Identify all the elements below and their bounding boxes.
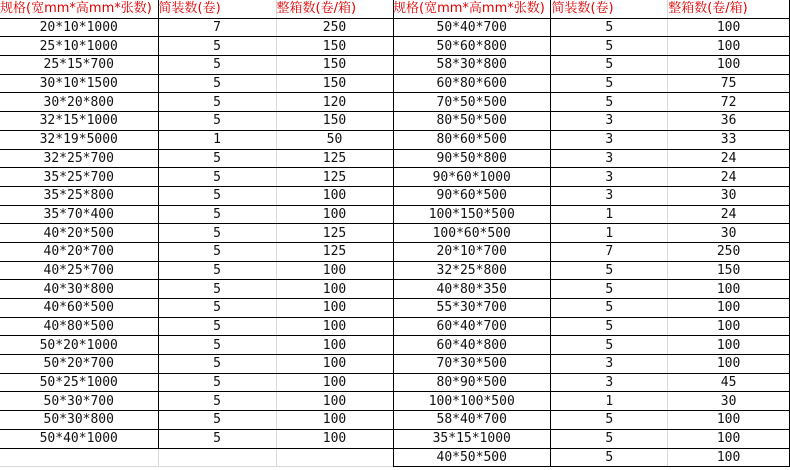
box-count-header[interactable]: 整箱数(卷/箱)	[668, 0, 790, 18]
table-row	[393, 224, 790, 243]
table-row	[0, 355, 393, 374]
box-count-cell[interactable]: 100	[668, 18, 790, 37]
tube-count-cell[interactable]: 7	[158, 18, 276, 37]
tube-count-header[interactable]: 简装数(卷)	[158, 0, 276, 18]
box-count-cell[interactable]: 100	[668, 355, 790, 374]
box-count-cell[interactable]: 100	[668, 429, 790, 448]
tube-count-cell[interactable]: 5	[551, 37, 668, 56]
empty-row	[0, 448, 393, 467]
table-row	[393, 429, 790, 448]
spec-cell[interactable]: 35*25*700	[0, 168, 158, 187]
table-row	[0, 411, 393, 430]
tube-count-cell[interactable]: 5	[158, 186, 276, 205]
box-count-cell[interactable]: 100	[668, 299, 790, 318]
box-count-cell[interactable]: 150	[276, 56, 393, 75]
spec-cell[interactable]: 60*40*800	[393, 336, 551, 355]
spec-cell[interactable]: 50*30*800	[0, 411, 158, 430]
spec-cell[interactable]: 40*30*800	[0, 280, 158, 299]
tube-count-cell[interactable]: 5	[158, 112, 276, 131]
tube-count-cell[interactable]: 5	[158, 280, 276, 299]
header-row	[0, 0, 393, 18]
spec-cell[interactable]: 90*60*500	[393, 186, 551, 205]
box-count-cell[interactable]: 150	[276, 74, 393, 93]
table-row	[0, 93, 393, 112]
table-row	[393, 448, 790, 467]
tube-count-cell[interactable]: 5	[158, 429, 276, 448]
empty-cell[interactable]	[276, 448, 393, 467]
box-count-cell[interactable]: 72	[668, 93, 790, 112]
table-row	[0, 242, 393, 261]
box-count-cell[interactable]: 100	[276, 373, 393, 392]
spec-cell[interactable]: 60*40*700	[393, 317, 551, 336]
tube-count-cell[interactable]: 3	[551, 149, 668, 168]
table-row	[393, 112, 790, 131]
box-count-cell[interactable]: 100	[276, 392, 393, 411]
box-count-cell[interactable]: 125	[276, 242, 393, 261]
tube-count-cell[interactable]: 5	[158, 411, 276, 430]
table-row	[0, 299, 393, 318]
spec-cell[interactable]: 35*15*1000	[393, 429, 551, 448]
spec-cell[interactable]: 20*10*700	[393, 242, 551, 261]
tube-count-cell[interactable]: 5	[158, 392, 276, 411]
spec-cell[interactable]: 32*25*800	[393, 261, 551, 280]
table-row	[393, 299, 790, 318]
table-row	[0, 261, 393, 280]
spec-cell[interactable]: 40*25*700	[0, 261, 158, 280]
tube-count-cell[interactable]: 5	[158, 74, 276, 93]
table-row	[393, 186, 790, 205]
tube-count-cell[interactable]: 5	[551, 429, 668, 448]
box-count-cell[interactable]: 30	[668, 186, 790, 205]
spec-cell[interactable]: 100*60*500	[393, 224, 551, 243]
spec-cell[interactable]: 30*10*1500	[0, 74, 158, 93]
spec-cell[interactable]: 90*50*800	[393, 149, 551, 168]
box-count-cell[interactable]: 100	[276, 299, 393, 318]
box-count-cell[interactable]: 100	[276, 411, 393, 430]
box-count-cell[interactable]: 150	[276, 37, 393, 56]
left-spec-table	[0, 0, 394, 467]
tube-count-cell[interactable]: 5	[158, 224, 276, 243]
table-row	[0, 429, 393, 448]
table-row	[0, 280, 393, 299]
spec-cell[interactable]: 70*30*500	[393, 355, 551, 374]
box-count-cell[interactable]: 125	[276, 224, 393, 243]
tube-count-cell[interactable]: 5	[158, 261, 276, 280]
spec-cell[interactable]: 25*15*700	[0, 56, 158, 75]
table-row	[393, 205, 790, 224]
table-row	[393, 56, 790, 75]
spec-cell[interactable]: 32*19*5000	[0, 130, 158, 149]
table-row	[0, 149, 393, 168]
table-row	[393, 168, 790, 187]
box-count-cell[interactable]: 30	[668, 392, 790, 411]
box-count-cell[interactable]: 75	[668, 74, 790, 93]
tube-count-cell[interactable]: 5	[551, 317, 668, 336]
box-count-cell[interactable]: 100	[668, 448, 790, 467]
box-count-cell[interactable]: 100	[276, 355, 393, 374]
tube-count-cell[interactable]: 5	[551, 336, 668, 355]
table-row	[393, 373, 790, 392]
table-row	[393, 336, 790, 355]
spec-cell[interactable]: 40*60*500	[0, 299, 158, 318]
box-count-cell[interactable]: 250	[668, 242, 790, 261]
spec-cell[interactable]: 40*80*350	[393, 280, 551, 299]
box-count-cell[interactable]: 36	[668, 112, 790, 131]
spec-cell[interactable]: 100*150*500	[393, 205, 551, 224]
table-row	[0, 205, 393, 224]
spec-cell[interactable]: 25*10*1000	[0, 37, 158, 56]
tube-count-cell[interactable]: 5	[158, 242, 276, 261]
spec-cell[interactable]: 70*50*500	[393, 93, 551, 112]
box-count-cell[interactable]: 100	[276, 205, 393, 224]
box-count-header[interactable]: 整箱数(卷/箱)	[276, 0, 393, 18]
tube-count-cell[interactable]: 5	[551, 280, 668, 299]
spec-cell[interactable]: 50*60*800	[393, 37, 551, 56]
box-count-cell[interactable]: 24	[668, 205, 790, 224]
tube-count-cell[interactable]: 1	[551, 392, 668, 411]
box-count-cell[interactable]: 33	[668, 130, 790, 149]
empty-cell[interactable]	[0, 448, 158, 467]
table-row	[0, 186, 393, 205]
tube-count-cell[interactable]: 1	[551, 205, 668, 224]
spec-cell[interactable]: 50*20*700	[0, 355, 158, 374]
empty-cell[interactable]	[158, 448, 276, 467]
box-count-cell[interactable]: 100	[276, 261, 393, 280]
tube-count-cell[interactable]: 5	[551, 448, 668, 467]
box-count-cell[interactable]: 45	[668, 373, 790, 392]
table-row	[0, 392, 393, 411]
table-row	[393, 149, 790, 168]
spec-cell[interactable]: 58*40*700	[393, 411, 551, 430]
table-row	[0, 112, 393, 131]
right-spec-table	[393, 0, 790, 467]
table-row	[0, 18, 393, 37]
spec-header[interactable]: 规格(宽mm*高mm*张数)	[393, 0, 551, 18]
spec-cell[interactable]: 80*90*500	[393, 373, 551, 392]
box-count-cell[interactable]: 100	[668, 317, 790, 336]
box-count-cell[interactable]: 24	[668, 149, 790, 168]
spec-cell[interactable]: 50*20*1000	[0, 336, 158, 355]
box-count-cell[interactable]: 125	[276, 168, 393, 187]
tube-count-cell[interactable]: 5	[158, 373, 276, 392]
box-count-cell[interactable]: 100	[668, 56, 790, 75]
box-count-cell[interactable]: 150	[668, 261, 790, 280]
tube-count-cell[interactable]: 3	[551, 186, 668, 205]
spec-cell[interactable]: 80*50*500	[393, 112, 551, 131]
spec-cell[interactable]: 32*25*700	[0, 149, 158, 168]
tube-count-cell[interactable]: 5	[551, 74, 668, 93]
header-row	[393, 0, 790, 18]
spec-cell[interactable]: 80*60*500	[393, 130, 551, 149]
spec-cell[interactable]: 50*30*700	[0, 392, 158, 411]
box-count-cell[interactable]: 24	[668, 168, 790, 187]
box-count-cell[interactable]: 100	[668, 411, 790, 430]
tube-count-cell[interactable]: 1	[551, 224, 668, 243]
spec-cell[interactable]: 60*80*600	[393, 74, 551, 93]
tube-count-cell[interactable]: 5	[158, 205, 276, 224]
tube-count-cell[interactable]: 5	[551, 411, 668, 430]
table-row	[0, 224, 393, 243]
tube-count-cell[interactable]: 5	[158, 317, 276, 336]
spec-cell[interactable]: 35*70*400	[0, 205, 158, 224]
box-count-cell[interactable]: 150	[276, 112, 393, 131]
box-count-cell[interactable]: 250	[276, 18, 393, 37]
table-row	[393, 280, 790, 299]
table-row	[393, 74, 790, 93]
tube-count-cell[interactable]: 5	[158, 56, 276, 75]
table-row	[0, 373, 393, 392]
tube-count-cell[interactable]: 7	[551, 242, 668, 261]
box-count-cell[interactable]: 100	[668, 336, 790, 355]
spec-cell[interactable]: 40*20*500	[0, 224, 158, 243]
tube-count-cell[interactable]: 5	[158, 355, 276, 374]
table-row	[393, 130, 790, 149]
spec-cell[interactable]: 35*25*800	[0, 186, 158, 205]
box-count-cell[interactable]: 30	[668, 224, 790, 243]
spec-cell[interactable]: 40*20*700	[0, 242, 158, 261]
tube-count-cell[interactable]: 5	[551, 56, 668, 75]
tube-count-cell[interactable]: 1	[158, 130, 276, 149]
table-row	[393, 37, 790, 56]
spec-cell[interactable]: 90*60*1000	[393, 168, 551, 187]
spec-cell[interactable]: 32*15*1000	[0, 112, 158, 131]
tube-count-cell[interactable]: 5	[158, 149, 276, 168]
tube-count-cell[interactable]: 5	[158, 168, 276, 187]
table-row	[393, 18, 790, 37]
box-count-cell[interactable]: 125	[276, 149, 393, 168]
spec-cell[interactable]: 40*80*500	[0, 317, 158, 336]
table-row	[0, 56, 393, 75]
table-row	[393, 242, 790, 261]
table-row	[0, 37, 393, 56]
tube-count-cell[interactable]: 3	[551, 112, 668, 131]
tube-count-cell[interactable]: 3	[551, 373, 668, 392]
box-count-cell[interactable]: 50	[276, 130, 393, 149]
box-count-cell[interactable]: 100	[276, 336, 393, 355]
spec-cell[interactable]: 58*30*800	[393, 56, 551, 75]
tube-count-cell[interactable]: 5	[551, 93, 668, 112]
table-row	[393, 392, 790, 411]
spec-cell[interactable]: 20*10*1000	[0, 18, 158, 37]
spec-cell[interactable]: 40*50*500	[393, 448, 551, 467]
spec-cell[interactable]: 50*25*1000	[0, 373, 158, 392]
box-count-cell[interactable]: 100	[668, 280, 790, 299]
box-count-cell[interactable]: 100	[276, 280, 393, 299]
table-row	[0, 130, 393, 149]
tube-count-cell[interactable]: 5	[551, 18, 668, 37]
box-count-cell[interactable]: 100	[276, 186, 393, 205]
tube-count-cell[interactable]: 5	[551, 261, 668, 280]
tube-count-header[interactable]: 简装数(卷)	[551, 0, 668, 18]
tube-count-cell[interactable]: 3	[551, 130, 668, 149]
tube-count-cell[interactable]: 5	[158, 93, 276, 112]
table-row	[393, 411, 790, 430]
tube-count-cell[interactable]: 5	[158, 37, 276, 56]
box-count-cell[interactable]: 100	[668, 37, 790, 56]
spec-cell[interactable]: 100*100*500	[393, 392, 551, 411]
table-row	[0, 317, 393, 336]
tube-count-cell[interactable]: 5	[158, 336, 276, 355]
table-row	[0, 336, 393, 355]
table-row	[0, 74, 393, 93]
spec-cell[interactable]: 30*20*800	[0, 93, 158, 112]
spec-cell[interactable]: 50*40*700	[393, 18, 551, 37]
tube-count-cell[interactable]: 3	[551, 355, 668, 374]
spec-cell[interactable]: 50*40*1000	[0, 429, 158, 448]
box-count-cell[interactable]: 120	[276, 93, 393, 112]
spec-header[interactable]: 规格(宽mm*高mm*张数)	[0, 0, 158, 18]
table-row	[393, 317, 790, 336]
table-row	[0, 168, 393, 187]
box-count-cell[interactable]: 100	[276, 429, 393, 448]
spec-cell[interactable]: 55*30*700	[393, 299, 551, 318]
tube-count-cell[interactable]: 5	[158, 299, 276, 318]
box-count-cell[interactable]: 100	[276, 317, 393, 336]
table-row	[393, 355, 790, 374]
tube-count-cell[interactable]: 5	[551, 299, 668, 318]
tube-count-cell[interactable]: 3	[551, 168, 668, 187]
table-row	[393, 261, 790, 280]
table-row	[393, 93, 790, 112]
